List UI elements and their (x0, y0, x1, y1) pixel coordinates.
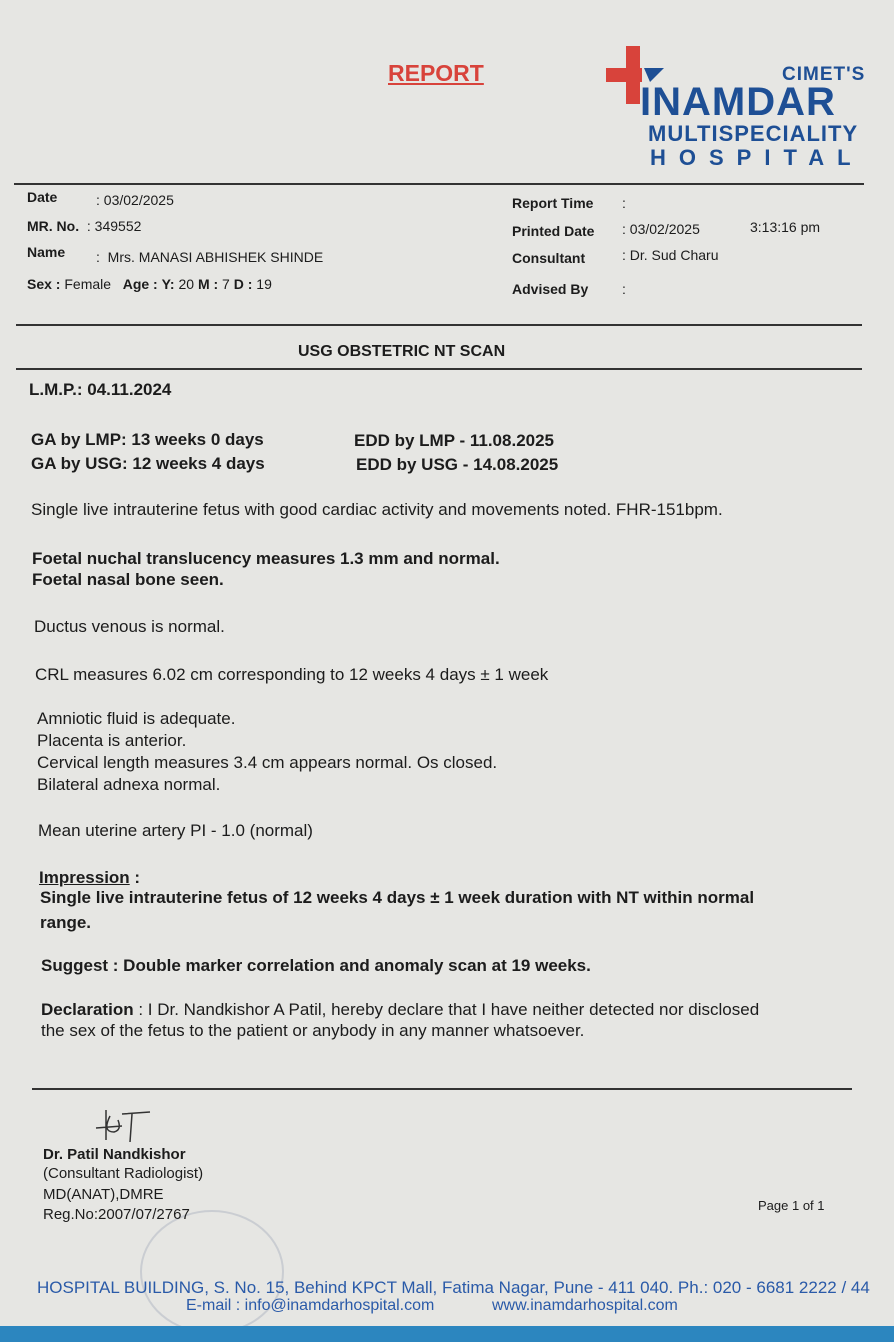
logo-hospital: HOSPITAL (650, 145, 864, 170)
doctor-stamp (140, 1210, 284, 1334)
footer-website: www.inamdarhospital.com (492, 1297, 678, 1314)
advised-by-label: Advised By (512, 281, 589, 297)
suggestion: Suggest : Double marker correlation and anomaly scan at 19 weeks. (41, 956, 591, 975)
doctor-role: (Consultant Radiologist) (43, 1165, 204, 1182)
age-label: Age : (122, 276, 158, 292)
report-heading: REPORT (388, 60, 484, 86)
finding-ductus: Ductus venous is normal. (34, 617, 225, 636)
printed-date-label: Printed Date (512, 223, 595, 239)
age-d: 19 (256, 276, 272, 292)
finding-adnexa: Bilateral adnexa normal. (37, 775, 221, 794)
ga-by-lmp: GA by LMP: 13 weeks 0 days (31, 430, 264, 449)
mr-value: 349552 (94, 218, 142, 234)
report-title: USG OBSTETRIC NT SCAN (298, 343, 506, 360)
logo-cimets: CIMET'S (782, 64, 866, 85)
impression-line1: Single live intrauterine fetus of 12 weeks 4 days ± 1 week duration with NT within normal (40, 888, 755, 907)
logo-multispeciality: MULTISPECIALITY (648, 121, 859, 146)
doctor-reg: Reg.No:2007/07/2767 (43, 1206, 190, 1223)
divider (32, 1088, 852, 1090)
declaration-line1: : I Dr. Nandkishor A Patil, hereby declare that I have neither detected nor disclosed (133, 1000, 760, 1019)
doctor-name: Dr. Patil Nandkishor (43, 1146, 186, 1163)
logo-inamdar: INAMDAR (640, 80, 836, 124)
name-label: Name (27, 244, 66, 260)
mr-label: MR. No. (27, 218, 80, 234)
edd-by-lmp: EDD by LMP - 11.08.2025 (354, 431, 555, 450)
age-y: 20 (178, 276, 195, 292)
declaration-label: Declaration (41, 1000, 134, 1019)
age-y-label: Y: (161, 276, 175, 292)
divider (16, 324, 862, 326)
printed-time-value: 3:13:16 pm (750, 219, 821, 235)
finding-cervical: Cervical length measures 3.4 cm appears normal. Os closed. (37, 753, 498, 772)
impression-line2: range. (40, 913, 92, 932)
doctor-degree: MD(ANAT),DMRE (43, 1186, 164, 1203)
age-d-label: D : (233, 276, 253, 292)
impression-label: Impression (39, 868, 130, 887)
footer-bar (0, 1326, 894, 1342)
consultant-label: Consultant (512, 250, 586, 266)
finding-nt: Foetal nuchal translucency measures 1.3 mm and normal. (32, 549, 500, 568)
report-time-label: Report Time (512, 195, 594, 211)
signature-image (92, 1106, 152, 1146)
finding-nasal-bone: Foetal nasal bone seen. (32, 570, 224, 589)
impression-colon: : (129, 868, 141, 887)
date-value: 03/02/2025 (103, 192, 174, 208)
name-value: Mrs. MANASI ABHISHEK SHINDE (107, 249, 324, 265)
finding-placenta: Placenta is anterior. (37, 731, 187, 750)
lmp: L.M.P.: 04.11.2024 (29, 380, 172, 399)
age-m: 7 (222, 276, 230, 292)
sex-label: Sex : (27, 276, 61, 292)
page-number: Page 1 of 1 (758, 1198, 825, 1213)
finding-crl: CRL measures 6.02 cm corresponding to 12 weeks 4 days ± 1 week (35, 665, 549, 684)
divider (14, 183, 864, 185)
date-label: Date (27, 189, 58, 205)
finding-uterine-artery: Mean uterine artery PI - 1.0 (normal) (38, 821, 313, 840)
ga-by-usg: GA by USG: 12 weeks 4 days (31, 454, 265, 473)
footer-address: HOSPITAL BUILDING, S. No. 15, Behind KPCT Mall, Fatima Nagar, Pune - 411 040. Ph.: 020 - 6681 2222 / 44 (37, 1278, 870, 1297)
consultant-value: Dr. Sud Charu (629, 247, 719, 263)
age-m-label: M : (197, 276, 219, 292)
finding-amniotic: Amniotic fluid is adequate. (37, 709, 236, 728)
sex-value: Female (64, 276, 112, 292)
printed-date-value: 03/02/2025 (629, 221, 700, 237)
declaration-line2: the sex of the fetus to the patient or anybody in any manner whatsoever. (41, 1021, 585, 1040)
divider (16, 368, 862, 370)
footer-email: E-mail : info@inamdarhospital.com (186, 1297, 435, 1314)
finding-fetus: Single live intrauterine fetus with good cardiac activity and movements noted. FHR-151bpm. (31, 500, 723, 519)
edd-by-usg: EDD by USG - 14.08.2025 (356, 455, 559, 474)
